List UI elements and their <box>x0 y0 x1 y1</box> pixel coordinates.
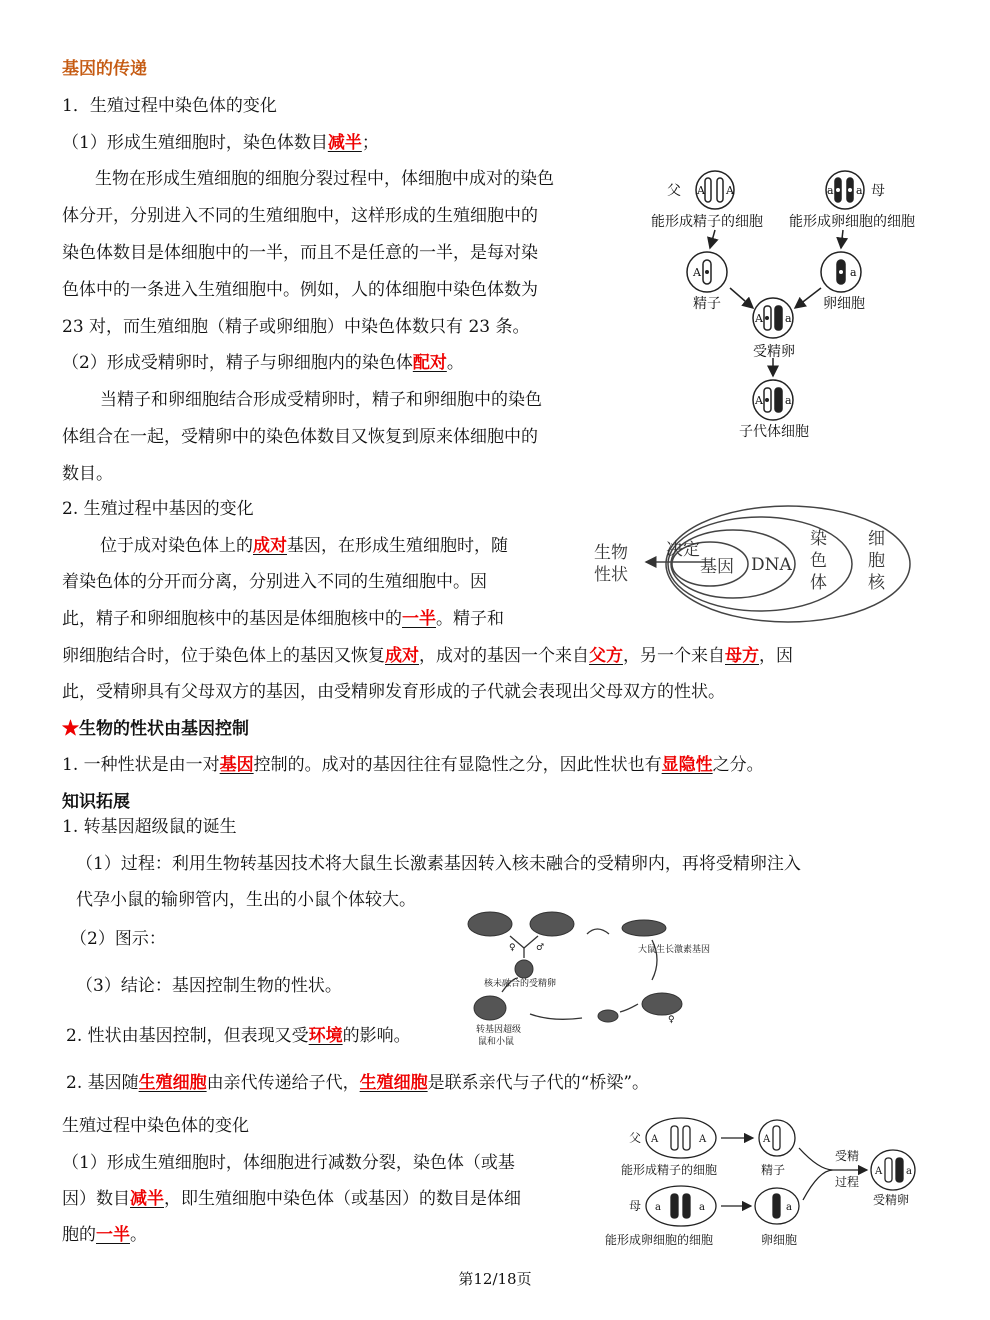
paragraph-line: 因）数目减半，即生殖细胞中染色体（或基因）的数目是体细 <box>62 1189 521 1209</box>
paragraph-line: （1）过程：利用生物转基因技术将大鼠生长激素基因转入核未融合的受精卵内，再将受精卵注入 <box>76 854 801 874</box>
keyword-halve: 减半 <box>327 133 362 153</box>
heading-gene-change: 2. 生殖过程中基因的变化 <box>62 499 254 519</box>
paragraph-line: 1. 一种性状是由一对基因控制的。成对的基因往往有显隐性之分，因此性状也有显隐性之分。 <box>62 755 764 775</box>
svg-text:A: A <box>755 312 763 325</box>
svg-text:a: a <box>785 312 792 325</box>
mouse-icon <box>474 996 506 1020</box>
keyword-germ-cell: 生殖细胞 <box>138 1073 207 1093</box>
item-form-gametes: （1）形成生殖细胞时，染色体数目减半； <box>62 133 379 153</box>
figure-transgenic-mouse <box>462 906 722 1056</box>
paragraph-line: 此，精子和卵细胞核中的基因是体细胞核中的一半。精子和 <box>62 609 504 629</box>
keyword-germ-cell-2: 生殖细胞 <box>359 1073 428 1093</box>
svg-text:A: A <box>699 1134 707 1145</box>
section-title-trait-control: ★生物的性状由基因控制 <box>62 719 249 739</box>
svg-text:♀: ♀ <box>509 943 516 953</box>
section-title-gene-transmission: 基因的传递 <box>62 59 147 79</box>
mouse-icon <box>468 912 512 936</box>
paragraph-line: 数目。 <box>62 464 113 484</box>
label-decide: 决定 <box>666 540 700 560</box>
svg-text:♂: ♂ <box>536 943 545 953</box>
figure-fertilization-process <box>603 1108 933 1248</box>
heading-chromosome-change-2: 生殖过程中染色体的变化 <box>62 1116 249 1136</box>
paragraph-line: 体分开，分别进入不同的生殖细胞中，这样形成的生殖细胞中的 <box>62 206 538 226</box>
label-father: 父 <box>629 1131 642 1145</box>
heading-chromosome-change: 1．生殖过程中染色体的变化 <box>62 96 277 116</box>
svg-text:a: a <box>850 266 857 279</box>
label-cell-nucleus: 细 <box>868 529 885 549</box>
label-unfused-zygote: 核未融合的受精卵 <box>484 979 557 989</box>
keyword-half-2: 一半 <box>96 1225 130 1245</box>
label-gene: 基因 <box>700 557 734 577</box>
svg-text:体: 体 <box>810 573 827 593</box>
paragraph-line: （1）形成生殖细胞时，体细胞进行减数分裂，染色体（或基 <box>62 1153 515 1173</box>
heading-transgenic-mouse: 1. 转基因超级鼠的诞生 <box>62 817 237 837</box>
paragraph-line: 2. 性状由基因控制，但表现又受环境的影响。 <box>66 1026 411 1046</box>
item-form-zygote: （2）形成受精卵时，精子与卵细胞内的染色体配对。 <box>62 353 464 373</box>
label-trait: 生物 <box>594 543 628 563</box>
syringe-icon <box>622 920 666 936</box>
svg-text:鼠和小鼠: 鼠和小鼠 <box>478 1037 515 1047</box>
paragraph-line: 色体中的一条进入生殖细胞中。例如，人的体细胞中染色体数为 <box>62 280 538 300</box>
label-sperm-cell: 能形成精子的细胞 <box>651 214 763 230</box>
mouse-icon <box>530 912 574 936</box>
svg-text:色: 色 <box>810 551 827 571</box>
zygote-icon <box>515 960 533 978</box>
svg-text:胞: 胞 <box>868 551 885 571</box>
label-result: 转基因超级 <box>476 1025 522 1035</box>
keyword-paired: 成对 <box>253 536 287 556</box>
svg-text:A: A <box>763 1134 771 1145</box>
svg-text:A: A <box>726 184 734 197</box>
svg-text:a: a <box>856 184 863 197</box>
svg-text:性状: 性状 <box>594 565 628 585</box>
svg-text:A: A <box>875 1166 883 1177</box>
paragraph-line: 胞的一半。 <box>62 1225 147 1245</box>
svg-text:a: a <box>655 1202 661 1213</box>
paragraph-line: （3）结论：基因控制生物的性状。 <box>76 976 342 996</box>
paragraph-line: 此，受精卵具有父母双方的基因，由受精卵发育形成的子代就会表现出父母双方的性状。 <box>62 682 725 702</box>
paragraph-line: 卵细胞结合时，位于染色体上的基因又恢复成对，成对的基因一个来自父方，另一个来自母方，因 <box>62 646 793 666</box>
figure-gene-dna-nesting <box>588 500 928 630</box>
mouse-icon <box>642 993 682 1015</box>
label-zygote: 受精卵 <box>873 1193 910 1207</box>
label-sperm: 精子 <box>761 1163 786 1177</box>
label-egg: 卵细胞 <box>823 296 865 312</box>
paragraph-line: 23 对，而生殖细胞（精子或卵细胞）中染色体数只有 23 条。 <box>62 317 530 337</box>
paragraph-line: 着染色体的分开而分离，分别进入不同的生殖细胞中。因 <box>62 572 487 592</box>
label-offspring: 子代体细胞 <box>739 424 809 440</box>
label-mother: 母 <box>629 1199 642 1213</box>
label-egg: 卵细胞 <box>761 1233 798 1247</box>
keyword-restore-pair: 成对 <box>385 646 419 666</box>
svg-text:a: a <box>906 1166 912 1177</box>
keyword-pair: 配对 <box>412 353 447 373</box>
keyword-gene: 基因 <box>219 755 254 775</box>
paragraph-line: 染色体数目是体细胞中的一半，而且不是任意的一半，是每对染 <box>62 243 538 263</box>
svg-text:A: A <box>755 394 763 407</box>
svg-text:核: 核 <box>868 573 885 593</box>
label-egg-cell: 能形成卵细胞的细胞 <box>605 1233 714 1247</box>
label-process: 受精 <box>835 1149 860 1163</box>
paragraph-line: 代孕小鼠的输卵管内，生出的小鼠个体较大。 <box>76 890 416 910</box>
keyword-half: 一半 <box>402 609 436 629</box>
paragraph-line: 生物在形成生殖细胞的细胞分裂过程中，体细胞中成对的染色 <box>95 169 554 189</box>
paragraph-line: 位于成对染色体上的成对基因，在形成生殖细胞时，随 <box>100 536 508 556</box>
paragraph-line: （2）图示： <box>70 929 166 949</box>
label-sperm: 精子 <box>693 296 721 312</box>
label-sperm-cell: 能形成精子的细胞 <box>621 1163 718 1177</box>
mouse-icon <box>598 1010 618 1022</box>
keyword-mother: 母方 <box>725 646 759 666</box>
svg-text:a: a <box>786 1202 792 1213</box>
paragraph-line: 当精子和卵细胞结合形成受精卵时，精子和卵细胞中的染色 <box>100 390 542 410</box>
label-zygote: 受精卵 <box>753 344 795 360</box>
svg-text:a: a <box>699 1202 705 1213</box>
svg-text:A: A <box>697 184 705 197</box>
paragraph-line: 体组合在一起，受精卵中的染色体数目又恢复到原来体细胞中的 <box>62 427 538 447</box>
keyword-environment: 环境 <box>308 1026 343 1046</box>
keyword-dominance: 显隐性 <box>661 755 713 775</box>
svg-text:过程: 过程 <box>835 1175 860 1189</box>
label-father: 父 <box>667 183 681 199</box>
keyword-father: 父方 <box>589 646 623 666</box>
svg-text:A: A <box>651 1134 659 1145</box>
svg-text:♀: ♀ <box>668 1015 675 1025</box>
label-egg-cell: 能形成卵细胞的细胞 <box>789 214 915 230</box>
label-growth-hormone-gene: 大鼠生长激素基因 <box>638 945 711 955</box>
keyword-halve-2: 减半 <box>130 1189 164 1209</box>
label-dna: DNA <box>751 555 792 575</box>
page-number: 第12/18页 <box>458 1270 532 1288</box>
svg-text:a: a <box>827 184 834 197</box>
label-chromosome: 染 <box>810 529 827 549</box>
label-mother: 母 <box>871 183 885 199</box>
svg-text:A: A <box>693 266 701 279</box>
star-icon: ★ <box>62 719 79 739</box>
figure-chromosome-transmission <box>645 168 945 448</box>
paragraph-line: 2. 基因随生殖细胞由亲代传递给子代，生殖细胞是联系亲代与子代的“桥梁”。 <box>66 1073 650 1093</box>
section-title-extension: 知识拓展 <box>62 792 130 812</box>
svg-text:a: a <box>785 394 792 407</box>
